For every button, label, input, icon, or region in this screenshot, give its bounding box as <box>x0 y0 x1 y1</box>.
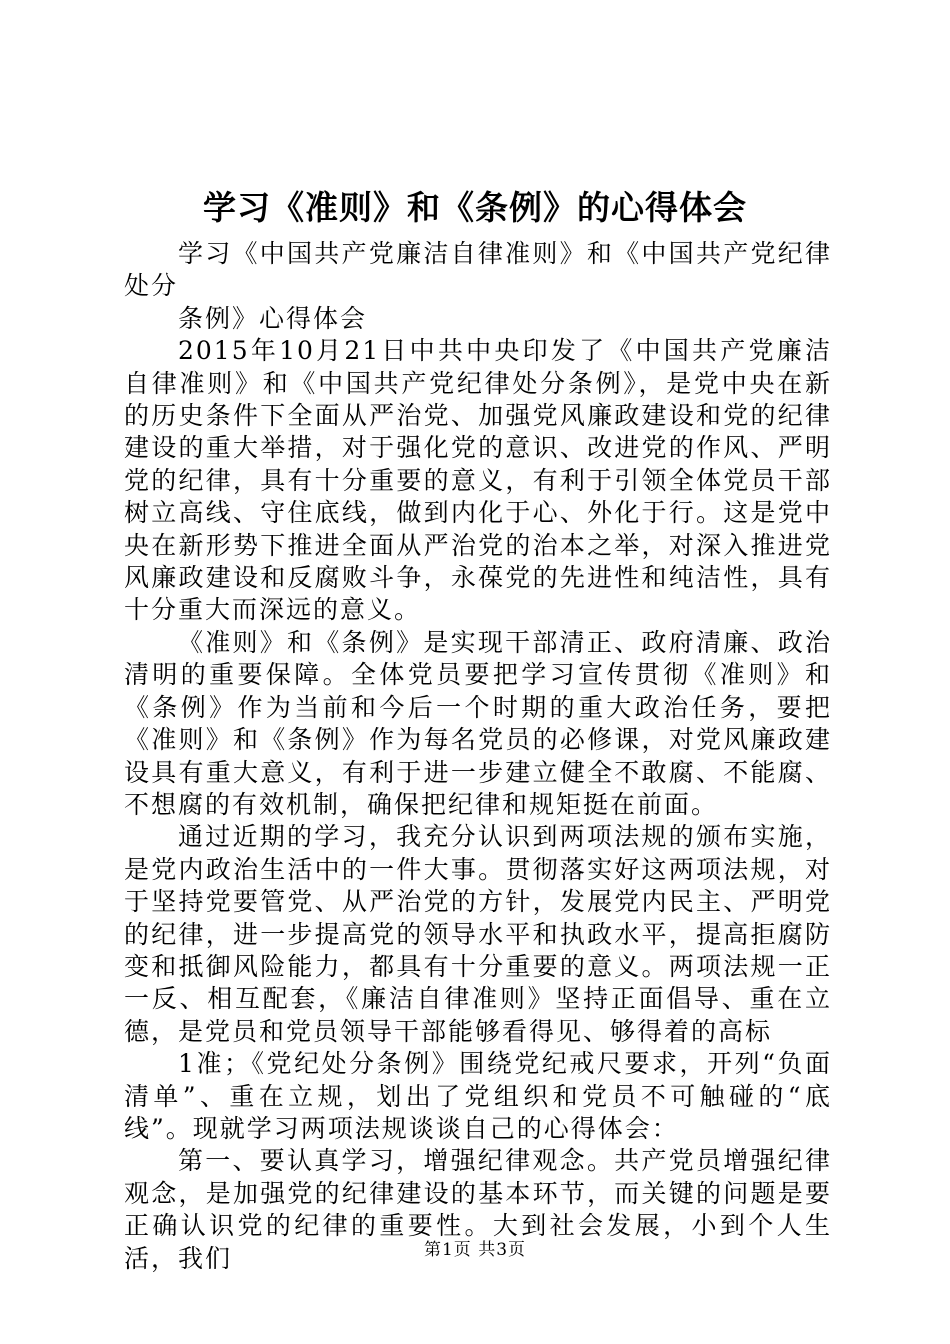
paragraph-6: 1准；《党纪处分条例》围绕党纪戒尺要求，开列“负面清单”、重在立规，划出了党组织和党员不可触碰的“底线”。现就学习两项法规谈谈自己的心得体会： <box>124 1049 832 1143</box>
document-title: 学习《准则》和《条例》的心得体会 <box>203 188 747 227</box>
paragraph-4: 《准则》和《条例》是实现干部清正、政府清廉、政治清明的重要保障。全体党员要把学习宣传贯彻《准则》和《条例》作为当前和今后一个时期的重大政治任务，要把《准则》和《条例》作为每名党员的必修课，对党风廉政建设具有重大意义，有利于进一步建立健全不敢腐、不能腐、不想腐的有效机制，确保把纪律和规矩挺在前面。 <box>124 627 832 819</box>
document-body <box>124 238 832 1275</box>
paragraph-7: 第一、要认真学习，增强纪律观念。共产党员增强纪律观念，是加强党的纪律建设的基本环节，而关键的问题是要正确认识党的纪律的重要性。大到社会发展，小到个人生活，我们 <box>124 1146 832 1273</box>
paragraph-5: 通过近期的学习，我充分认识到两项法规的颁布实施，是党内政治生活中的一件大事。贯彻落实好这两项法规，对于坚持党要管党、从严治党的方针，发展党内民主、严明党的纪律，进一步提高党的领导水平和执政水平，提高拒腐防变和抵御风险能力，都具有十分重要的意义。两项法规一正一反、相互配套，《廉洁自律准则》坚持正面倡导、重在立德，是党员和党员领导干部能够看得见、够得着的高标 <box>124 822 832 1046</box>
paragraph-2: 条例》心得体会 <box>178 303 368 333</box>
paragraph-3: 2015年10月21日中共中央印发了《中国共产党廉洁自律准则》和《中国共产党纪律处分条例》，是党中央在新的历史条件下全面从严治党、加强党风廉政建设和党的纪律建设的重大举措，对于强化党的意识、改进党的作风、严明党的纪律，具有十分重要的意义，有利于引领全体党员干部树立高线、守住底线，做到内化于心、外化于行。这是党中央在新形势下推进全面从严治党的治本之举，对深入推进党风廉政建设和反腐败斗争，永葆党的先进性和纯洁性，具有十分重大而深远的意义。 <box>124 336 832 625</box>
page-number-footer: 第1页 共3页 <box>423 1240 527 1260</box>
paragraph-1: 学习《中国共产党廉洁自律准则》和《中国共产党纪律处分 <box>124 239 832 301</box>
